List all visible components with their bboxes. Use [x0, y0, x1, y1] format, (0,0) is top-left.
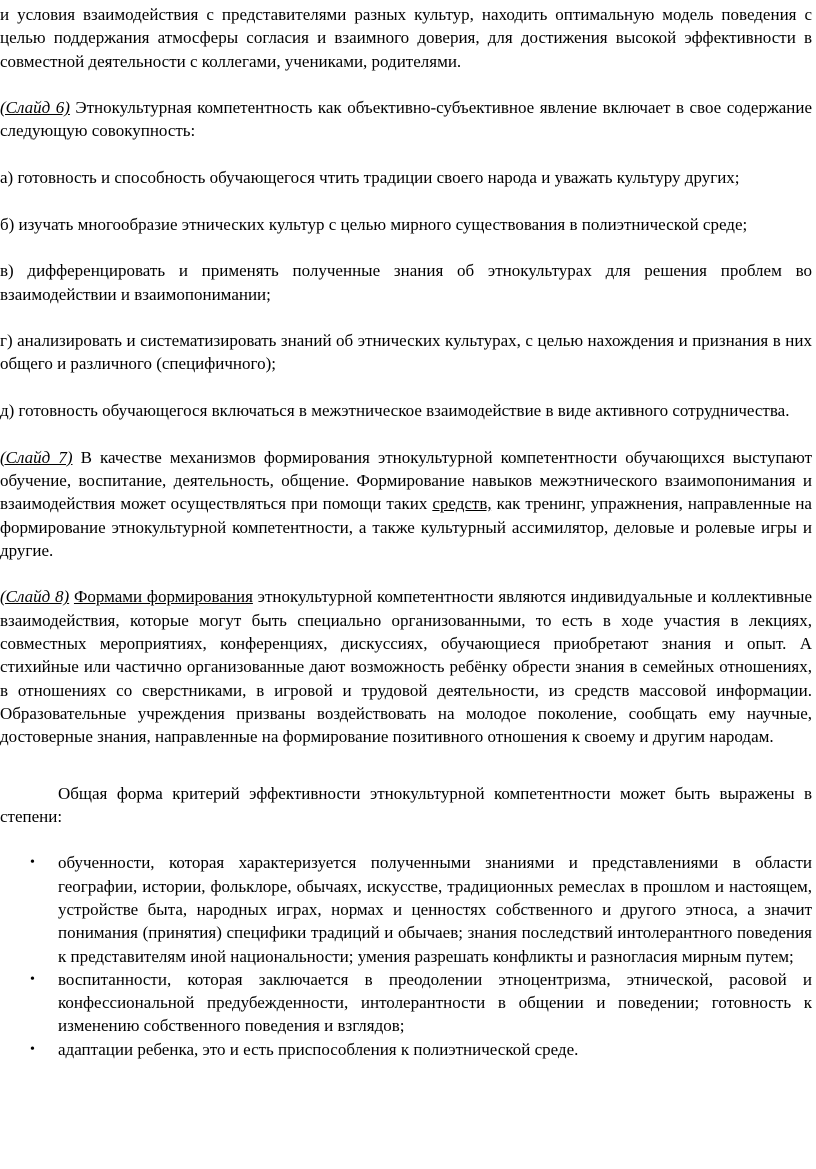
bullet-icon: • [30, 971, 35, 987]
underlined-means: средств, [432, 494, 492, 514]
list-item-v: в) дифференцировать и применять полученные знания об этнокультурах для решения проблем во взаимодействии и взаимопонимании; [0, 261, 812, 304]
underlined-forms: Формами формирования [73, 587, 253, 607]
paragraph-criteria: Общая форма критерий эффективности этнокультурной компетентности может быть выражены в степени: [0, 783, 812, 826]
paragraph-slide-6: (Слайд 6) Этнокультурная компетентность как объективно-субъективное явление включает в свое содержание следующую совокупность: [0, 98, 812, 141]
bullet-icon: • [30, 1041, 35, 1057]
paragraph-slide-7: (Слайд 7) В качестве механизмов формирования этнокультурной компетентности обучающихся выступают обучение, воспитание, деятельность, общение. Формирование навыков межэтнического взаимопонимания и взаимодействия может осуществляться при помощи таких средств, как тренинг, упражнения, направленные на формирование этнокультурной компетентности, а также культурный ассимилятор, деловые и ролевые игры и другие. [0, 447, 812, 560]
criteria-item-upbringing: • воспитанности, которая заключается в преодолении этноцентризма, этнической, расовой и конфессиональной предубежденности, интолерантности в общении и поведении; готовность к изменению собственного поведения и взглядов; [30, 969, 812, 1036]
list-item-b: б) изучать многообразие этнических культур с целью мирного существования в полиэтнической среде; [0, 214, 748, 234]
slide-8-label: (Слайд 8) [0, 587, 70, 607]
list-item-d: д) готовность обучающегося включаться в межэтническое взаимодействие в виде активного сотрудничества. [0, 401, 790, 421]
paragraph-intro: и условия взаимодействия с представителями разных культур, находить оптимальную модель поведения с целью поддержания атмосферы согласия и взаимного доверия, для достижения высокой эффективности в совместной деятельности с коллегами, учениками, родителями. [0, 5, 812, 71]
criteria-list [0, 851, 812, 1061]
list-item-g: г) анализировать и систематизировать знаний об этнических культурах, с целью нахождения и признания в них общего и различного (специфичного); [0, 331, 812, 374]
paragraph-slide-8: (Слайд 8) Формами формирования этнокультурной компетентности являются индивидуальные и коллективные взаимодействия, которые могут быть специально организованными, то есть в ходе участия в лекциях, совместных мероприятиях, конференциях, дискуссиях, обучающиеся приобретают знания и опыт. А стихийные или частично организованные дают возможность ребёнку обрести знания в семейных отношениях, в отношениях со сверстниками, в игровой и трудовой деятельности, из средств массовой информации. Образовательные учреждения призваны воздействовать на молодое поколение, сообщать ему научные, достоверные знания, направленные на формирование позитивного отношения к своему и другим народам. [0, 587, 812, 747]
criteria-item-education: • обученности, которая характеризуется полученными знаниями и представлениями в области географии, истории, фольклоре, обычаях, искусстве, традиционных ремеслах в прошлом и настоящем, устройстве быта, народных играх, нормах и ценностях собственного и другого этноса, а значит понимания (принятия) специфики традиций и обычаев; знания последствий интолерантного поведения к представителям иной национальности; умения разрешать конфликты и разногласия мирным путем; [30, 853, 812, 966]
list-item-a: а) готовность и способность обучающегося чтить традиции своего народа и уважать культуру других; [0, 168, 740, 188]
slide-6-label: (Слайд 6) [0, 98, 70, 118]
criteria-item-adaptation: • адаптации ребенка, это и есть приспособления к полиэтнической среде. [0, 1038, 812, 1061]
slide-7-label: (Слайд 7) [0, 447, 73, 467]
bullet-icon: • [30, 855, 35, 871]
